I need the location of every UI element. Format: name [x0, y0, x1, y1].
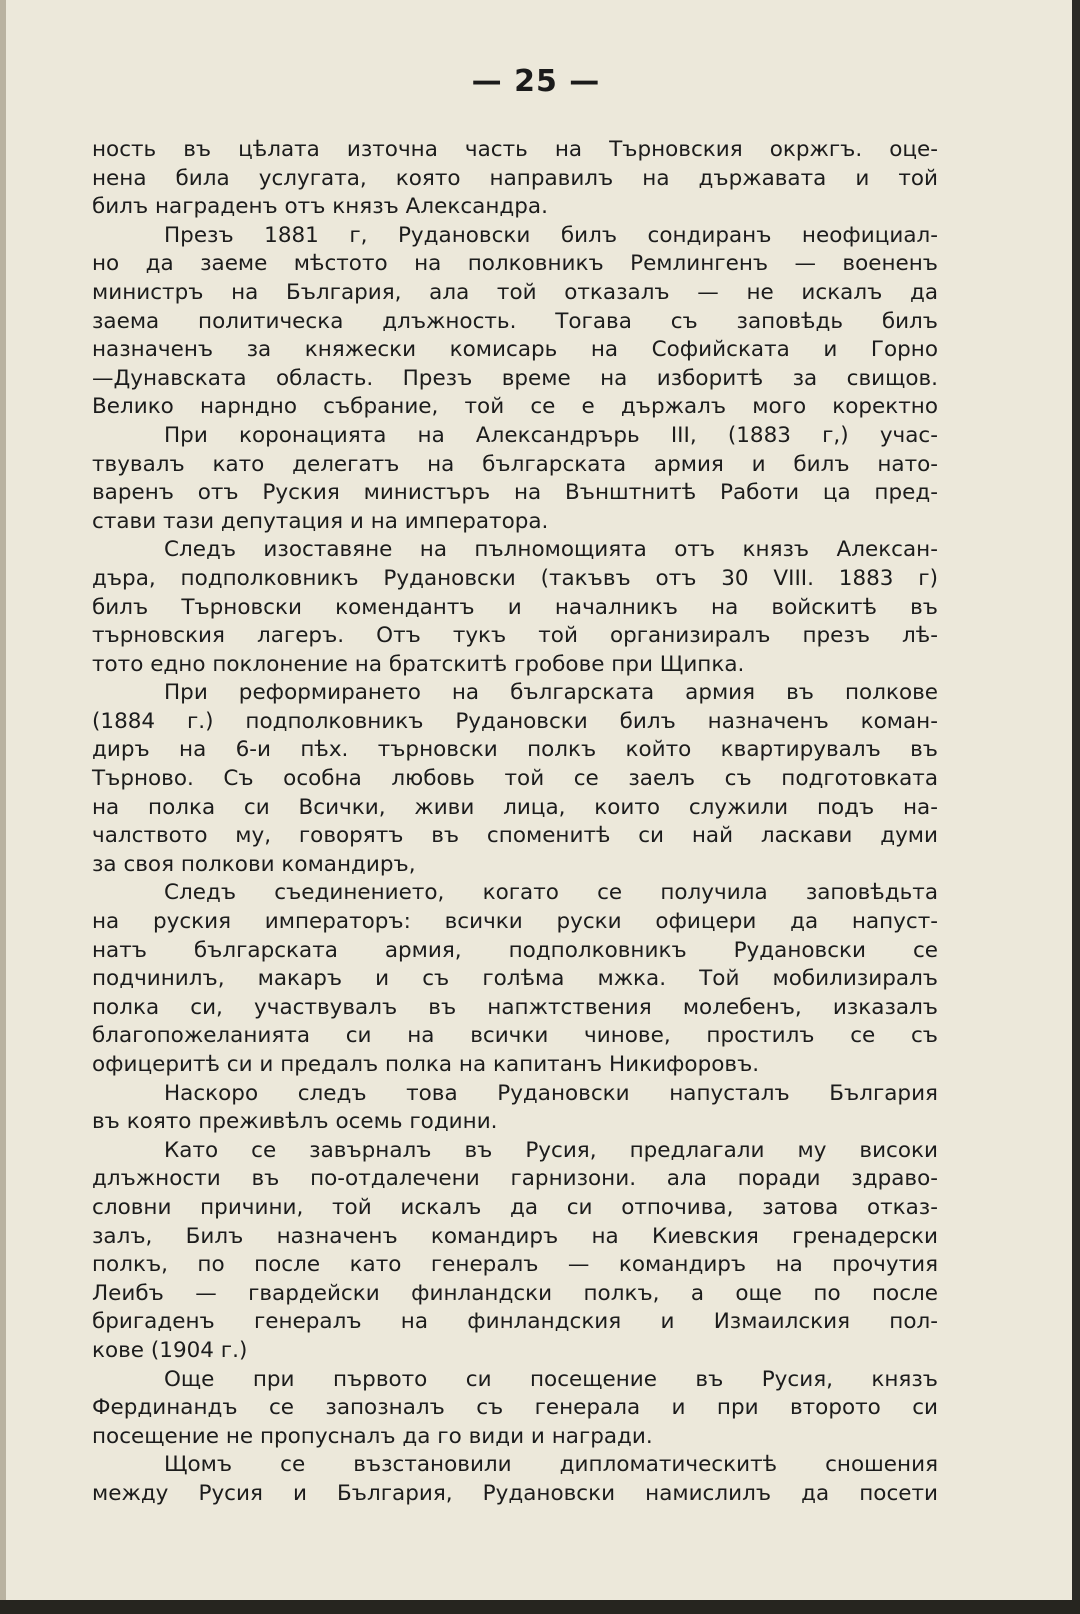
- text-line: залъ, Билъ назначенъ командиръ на Киевския гренадерски: [92, 1223, 938, 1249]
- text-line: на руския императоръ: всички руски офицери да напуст-: [92, 909, 938, 935]
- text-line: заема политическа длъжность. Тогава съ заповѣдь билъ: [92, 308, 938, 334]
- text-line: на полка си Всички, живи лица, които служили подъ на-: [92, 794, 938, 820]
- text-line: При реформирането на българската армия въ полкове: [164, 680, 938, 706]
- text-line: полкъ, по после като генералъ — командиръ на прочутия: [92, 1252, 938, 1278]
- text-line: (1884 г.) подполковникъ Рудановски билъ назначенъ коман-: [92, 708, 938, 734]
- text-line: тото едно поклонение на братскитѣ гробове при Щипка.: [92, 651, 745, 677]
- text-line: но да заеме мѣстото на полковникъ Ремлингенъ — воененъ: [92, 251, 938, 277]
- text-line: Наскоро следъ това Рудановски напусталъ България: [164, 1080, 938, 1106]
- text-line: билъ Търновски комендантъ и началникъ на войскитѣ въ: [92, 594, 938, 620]
- text-line: стави тази депутация и на императора.: [92, 508, 549, 534]
- text-line: благопожеланията си на всички чинове, простилъ се съ: [92, 1023, 938, 1049]
- text-line: Щомъ се възстановили дипломатическитѣ сношения: [164, 1452, 938, 1478]
- body-text: [92, 136, 938, 1509]
- text-line: диръ на 6-и пѣх. търновски полкъ който квартирувалъ въ: [92, 737, 938, 763]
- text-line: нена била услугата, която направилъ на държавата и той: [92, 165, 938, 191]
- text-line: натъ българската армия, подполковникъ Рудановски се: [92, 937, 938, 963]
- text-line: При коронацията на Александрърь III, (1883 г,) учас-: [164, 422, 938, 448]
- text-line: Следъ съединението, когато се получила заповѣдьта: [164, 880, 938, 906]
- text-line: офицеритѣ си и предалъ полка на капитанъ Никифоровъ.: [92, 1052, 760, 1077]
- text-line: Следъ изоставяне на пълномощията отъ князъ Алексан-: [164, 537, 938, 563]
- text-line: Търново. Съ особна любовь той се заелъ съ подготовката: [92, 766, 938, 792]
- text-line: Фердинандъ се запозналъ съ генерала и при второто си: [92, 1395, 938, 1421]
- text-line: Леибъ — гвардейски финландски полкъ, а още по после: [92, 1280, 938, 1306]
- text-line: назначенъ за княжески комисарь на Софийската и Горно: [92, 337, 938, 363]
- text-line: твувалъ като делегатъ на българската армия и билъ нато-: [92, 451, 938, 477]
- text-line: бригаденъ генералъ на финландския и Измаилския пол-: [92, 1309, 938, 1335]
- page-left-edge: [0, 0, 6, 1600]
- page-number: — 25 —: [471, 64, 601, 99]
- text-line: подчинилъ, макаръ и съ голѣма мжка. Той мобилизиралъ: [92, 966, 938, 992]
- text-line: словни причини, той искалъ да си отпочива, затова отказ-: [92, 1194, 938, 1220]
- text-line: между Русия и България, Рудановски намислилъ да посети: [92, 1480, 938, 1506]
- scan-background-strip: [0, 1600, 1080, 1614]
- text-line: търновския лагеръ. Отъ тукъ той организиралъ презъ лѣ-: [92, 623, 938, 649]
- text-line: —Дунавската область. Презъ време на изборитѣ за свищов.: [92, 365, 938, 391]
- text-line: Презъ 1881 г, Рудановски билъ сондиранъ неофициал-: [164, 222, 938, 248]
- text-line: ность въ цѣлата източна часть на Търновския окржгъ. оце-: [92, 137, 938, 162]
- text-line: въ която преживѣлъ осемь години.: [92, 1109, 498, 1135]
- text-line: дъра, подполковникъ Рудановски (такъвъ отъ 30 VIII. 1883 г): [92, 565, 938, 591]
- text-line: варенъ отъ Руския министъръ на Външтнитѣ Работи ца пред-: [92, 480, 938, 506]
- text-line: Велико нарндно събрание, той се е държалъ мого коректно: [92, 394, 938, 420]
- text-line: полка си, участвувалъ въ напжтствения молебенъ, изказалъ: [92, 994, 938, 1020]
- text-line: Като се завърналъ въ Русия, предлагали му високи: [164, 1137, 938, 1163]
- text-line: посещение не пропусналъ да го види и награди.: [92, 1423, 653, 1449]
- text-line: за своя полкови командиръ,: [92, 851, 416, 877]
- text-line: билъ награденъ отъ князъ Александра.: [92, 194, 548, 220]
- text-line: чалството му, говорятъ въ споменитѣ си най ласкави думи: [92, 823, 938, 849]
- text-line: министръ на България, ала той отказалъ — не искалъ да: [92, 279, 938, 305]
- text-line: Още при първото си посещение въ Русия, князъ: [164, 1366, 938, 1392]
- text-line: длъжности въ по-отдалечени гарнизони. ала поради здраво-: [92, 1166, 938, 1192]
- text-line: кове (1904 г.): [92, 1337, 248, 1363]
